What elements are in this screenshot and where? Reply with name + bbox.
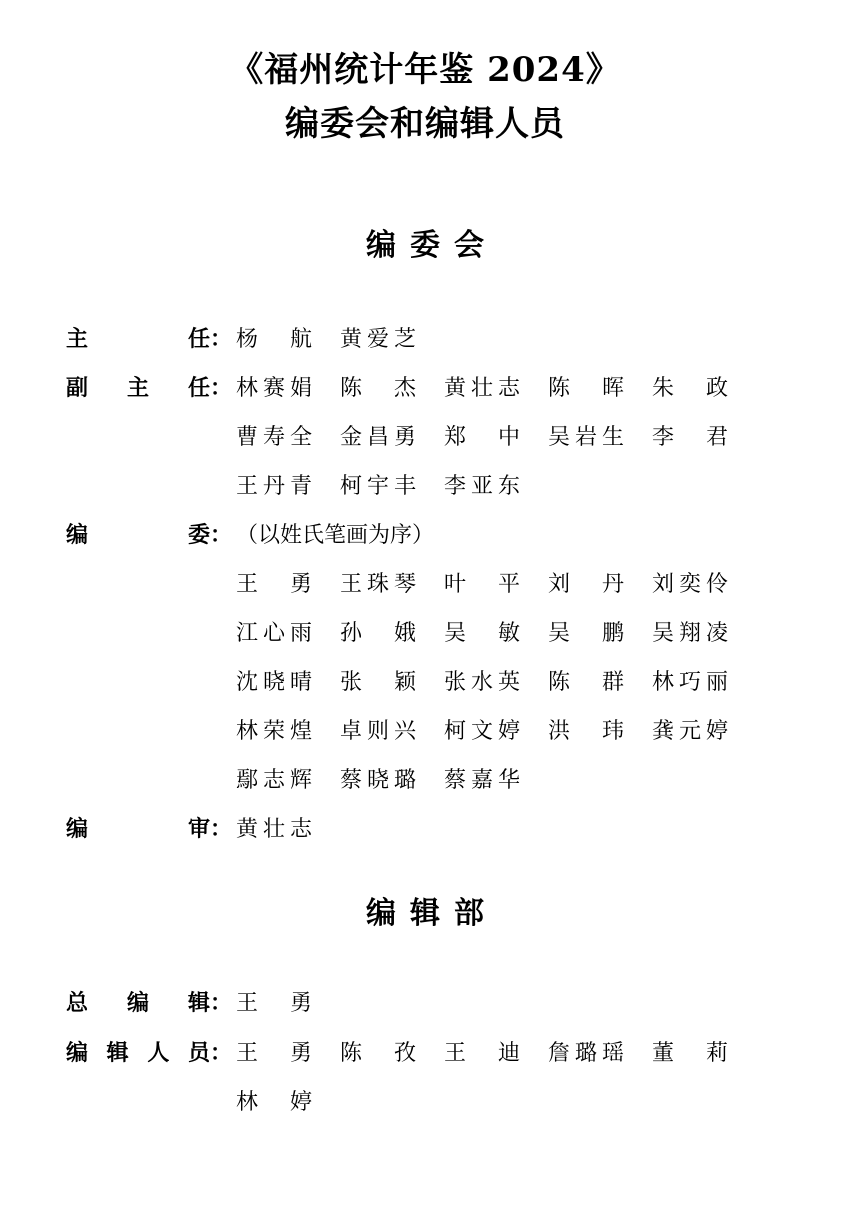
names-row-reviewer bbox=[236, 815, 756, 845]
person-name: 林 婷 bbox=[236, 1090, 312, 1115]
person-name: 陈 晖 bbox=[548, 376, 624, 401]
person-name: 王 勇 bbox=[236, 1041, 312, 1066]
names-row-members-4 bbox=[236, 717, 756, 747]
names-row-chief-editor bbox=[236, 989, 756, 1019]
person-name: 卓 则 兴 bbox=[340, 719, 416, 744]
person-name: 王 珠 琴 bbox=[340, 572, 416, 597]
person-name: 黄 壮 志 bbox=[236, 817, 312, 842]
label-editors: 编 辑 人 员： bbox=[66, 1041, 232, 1066]
label-chief-editor: 总 编 辑： bbox=[66, 991, 232, 1016]
person-name: 黄 爱 芝 bbox=[340, 327, 416, 352]
person-name: 柯 文 婷 bbox=[444, 719, 520, 744]
members-order-note: （以姓氏笔画为序） bbox=[236, 523, 435, 548]
person-name: 林 荣 煌 bbox=[236, 719, 312, 744]
person-name: 吴 鹏 bbox=[548, 621, 624, 646]
person-name: 张 水 英 bbox=[444, 670, 520, 695]
person-name: 郑 中 bbox=[444, 425, 520, 450]
person-name: 李 君 bbox=[652, 425, 728, 450]
person-name: 刘 奕 伶 bbox=[652, 572, 728, 597]
person-name: 江 心 雨 bbox=[236, 621, 312, 646]
section-heading-department: 编 辑 部 bbox=[366, 896, 484, 931]
person-name: 刘 丹 bbox=[548, 572, 624, 597]
person-name: 王 勇 bbox=[236, 991, 312, 1016]
names-row-members-1 bbox=[236, 570, 756, 600]
person-name: 曹 寿 全 bbox=[236, 425, 312, 450]
person-name: 孙 娥 bbox=[340, 621, 416, 646]
person-name: 陈 杰 bbox=[340, 376, 416, 401]
names-row-deputy-3 bbox=[236, 472, 756, 502]
person-name: 叶 平 bbox=[444, 572, 520, 597]
person-name: 朱 政 bbox=[652, 376, 728, 401]
names-row-deputy-1 bbox=[236, 374, 756, 404]
names-row-members-5 bbox=[236, 766, 756, 796]
person-name: 董 莉 bbox=[652, 1041, 728, 1066]
names-row-editors-1 bbox=[236, 1039, 756, 1069]
label-deputy-director: 副 主 任： bbox=[66, 376, 232, 401]
person-name: 林 巧 丽 bbox=[652, 670, 728, 695]
person-name: 陈 群 bbox=[548, 670, 624, 695]
person-name: 洪 玮 bbox=[548, 719, 624, 744]
person-name: 陈 孜 bbox=[340, 1041, 416, 1066]
names-row-members-3 bbox=[236, 668, 756, 698]
person-name: 吴 岩 生 bbox=[548, 425, 624, 450]
person-name: 金 昌 勇 bbox=[340, 425, 416, 450]
person-name: 吴 敏 bbox=[444, 621, 520, 646]
label-members: 编 委： bbox=[66, 523, 232, 548]
document-subtitle: 编委会和编辑人员 bbox=[285, 104, 565, 144]
names-row-editors-2 bbox=[236, 1088, 756, 1118]
person-name: 鄢 志 辉 bbox=[236, 768, 312, 793]
section-heading-committee: 编 委 会 bbox=[366, 228, 484, 263]
document-title: 《福州统计年鉴 2024》 bbox=[229, 50, 621, 90]
person-name: 王 丹 青 bbox=[236, 474, 312, 499]
names-row-deputy-2 bbox=[236, 423, 756, 453]
person-name: 张 颖 bbox=[340, 670, 416, 695]
person-name: 王 迪 bbox=[444, 1041, 520, 1066]
person-name: 詹 璐 瑶 bbox=[548, 1041, 624, 1066]
names-row-director bbox=[236, 325, 756, 355]
person-name: 王 勇 bbox=[236, 572, 312, 597]
person-name: 沈 晓 晴 bbox=[236, 670, 312, 695]
person-name: 龚 元 婷 bbox=[652, 719, 728, 744]
person-name: 柯 宇 丰 bbox=[340, 474, 416, 499]
names-row-members-2 bbox=[236, 619, 756, 649]
person-name: 吴 翔 凌 bbox=[652, 621, 728, 646]
label-reviewer: 编 审： bbox=[66, 817, 232, 842]
label-director: 主 任： bbox=[66, 327, 232, 352]
person-name: 李 亚 东 bbox=[444, 474, 520, 499]
person-name: 林 赛 娟 bbox=[236, 376, 312, 401]
person-name: 蔡 晓 璐 bbox=[340, 768, 416, 793]
person-name: 黄 壮 志 bbox=[444, 376, 520, 401]
person-name: 蔡 嘉 华 bbox=[444, 768, 520, 793]
person-name: 杨 航 bbox=[236, 327, 312, 352]
